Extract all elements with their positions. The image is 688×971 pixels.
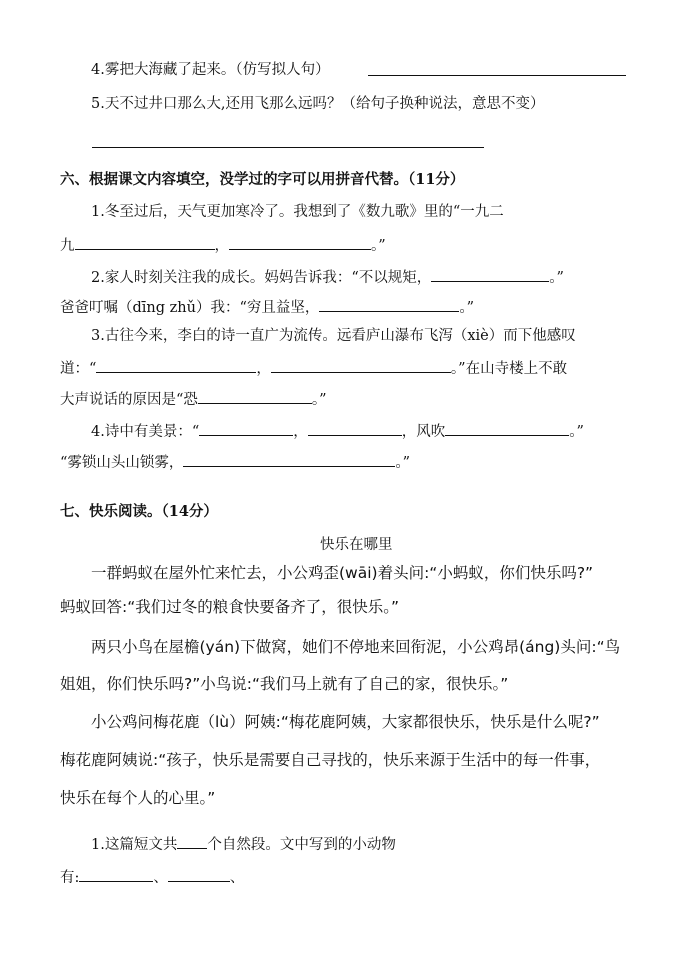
passage-line: 小公鸡问梅花鹿（lù）阿姨:“梅花鹿阿姨，大家都很快乐，快乐是什么呢?” <box>91 713 600 731</box>
section-6-item-1-line-1: 1.冬至过后，天气更加寒冷了。我想到了《数九歌》里的“一九二 <box>91 204 504 220</box>
fill-blank[interactable] <box>96 357 256 373</box>
passage-line: 姐姐，你们快乐吗?”小鸟说:“我们马上就有了自己的家，很快乐。” <box>60 675 509 693</box>
passage-title: 快乐在哪里 <box>320 537 393 553</box>
passage-line: 两只小鸟在屋檐(yán)下做窝，她们不停地来回衔泥，小公鸡昂(áng)头问:“鸟 <box>91 638 621 656</box>
fill-blank[interactable] <box>445 420 569 436</box>
passage-line: 梅花鹿阿姨说:“孩子，快乐是需要自己寻找的，快乐来源于生活中的每一件事， <box>60 751 601 769</box>
fill-blank[interactable] <box>177 833 207 849</box>
fill-blank[interactable] <box>431 266 549 282</box>
question-4 <box>91 60 330 80</box>
reading-question-1-line-1: 1.这篇短文共 个自然段。文中写到的小动物 <box>91 833 396 855</box>
fill-blank[interactable] <box>168 866 230 882</box>
section-6-item-3-line-3: 大声说话的原因是“恐 。” <box>60 388 327 410</box>
fill-blank[interactable] <box>199 420 293 436</box>
section-6-item-4-line-1: 4.诗中有美景：“ ， ，风吹 。” <box>91 420 584 442</box>
question-5 <box>91 94 544 114</box>
question-5-text: 5.天不过井口那么大,还用飞那么远吗？（给句子换种说法，意思不变） <box>91 96 545 112</box>
section-6-item-1-line-2: 九 ， 。” <box>60 234 386 256</box>
question-5-answer-blank[interactable] <box>92 147 484 148</box>
fill-blank[interactable] <box>229 234 371 250</box>
section-6-item-3-line-2: 道：“ ， 。”在山寺楼上不敢 <box>60 357 567 379</box>
fill-blank[interactable] <box>271 357 451 373</box>
section-6-item-4-line-2: “雾锁山头山锁雾， 。” <box>60 451 410 473</box>
section-6-item-2-line-2: 爸爸叮嘱（dīng zhǔ）我：“穷且益坚， 。” <box>60 296 474 318</box>
fill-blank[interactable] <box>183 451 395 467</box>
fill-blank[interactable] <box>308 420 402 436</box>
passage-line: 快乐在每个人的心里。” <box>60 789 216 807</box>
passage-line: 蚂蚁回答:“我们过冬的粮食快要备齐了，很快乐。” <box>60 598 400 616</box>
section-7-title: 七、快乐阅读。（14分） <box>60 503 218 520</box>
fill-blank[interactable] <box>198 388 312 404</box>
section-6-item-2-line-1: 2.家人时刻关注我的成长。妈妈告诉我：“不以规矩， 。” <box>91 266 564 288</box>
fill-blank[interactable] <box>75 234 215 250</box>
passage-line: 一群蚂蚁在屋外忙来忙去，小公鸡歪(wāi)着头问:“小蚂蚁，你们快乐吗?” <box>91 564 594 582</box>
section-6-title: 六、根据课文内容填空，没学过的字可以用拼音代替。（11分） <box>60 171 465 188</box>
reading-question-1-line-2: 有: 、 、 <box>60 866 244 888</box>
fill-blank[interactable] <box>79 866 153 882</box>
question-4-answer-blank[interactable] <box>368 75 626 76</box>
question-4-text: 4.雾把大海藏了起来。（仿写拟人句） <box>91 62 330 78</box>
fill-blank[interactable] <box>319 296 459 312</box>
section-6-item-3-line-1: 3.古往今来，李白的诗一直广为流传。远看庐山瀑布飞泻（xiè）而下他感叹 <box>91 328 576 344</box>
